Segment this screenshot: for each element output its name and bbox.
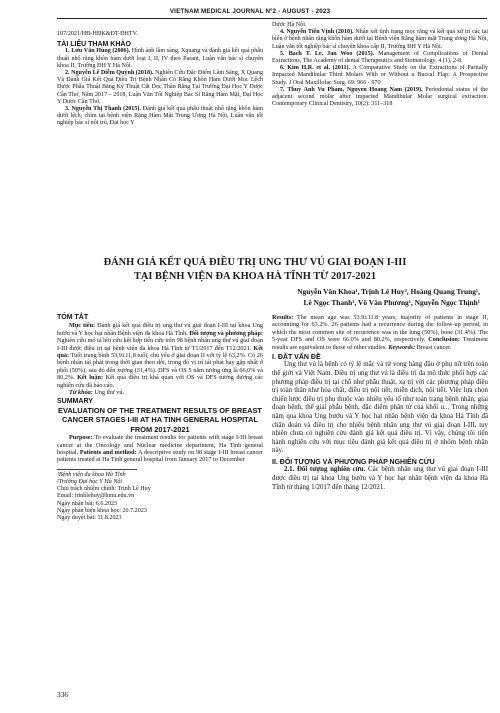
footnotes [57,472,263,522]
footnote-email: Email: trinhlehuy@hmu.edu.vn [57,493,135,500]
section-1-body: Ung thư vú là bệnh có tỷ lệ mắc và tử vong hàng đầu ở phụ nữ trên toàn thế giới và Việt Nam. Điều trị ung thư vú là điều trị đa mô thức phối hợp các phương pháp điều trị tại chỗ như phẫu thuật, xạ trị với các phương pháp điều trị toàn thân như hóa chất, điều trị nội tiết, miễn dịch, nội tiết. Việc lựa chọn chiến lược điều trị phụ thuộc vào nhiều yếu tố như toàn trạng bệnh nhân, giai đoạn bệnh, thể giải phẫu bệnh, đặc điểm phân tử của khối u... Trong những năm qua khoa Ung bướu và Y học hạt nhân bệnh viện đa khoa Hà Tĩnh đã chẩn đoán và điều trị cho nhiều bệnh nhân ung thư vú giai đoạn I-III, tuy nhiên chưa có nghiên cứu đánh giá kết quả điều trị. Vì vậy, chúng tôi tiến hành nghiên cứu với mục tiêu đánh giá kết quả điều trị ở nhóm bệnh nhân này. [272,361,488,455]
grant-code: 107/2021/HĐ-HĐK&ĐT-ĐHTV. [57,31,138,37]
reference-continuation: Dược Hà Nội. [272,22,307,28]
tomtat-heading: TÓM TẮT [57,314,89,321]
left-column [57,314,263,522]
top-right-column [272,22,488,108]
authors [160,286,480,308]
abstract-vi-keywords: Từ khóa: Ung thư vú. [69,389,125,397]
title-line: TẠI BỆNH VIỆN ĐA KHOA HÀ TĨNH TỪ 2017-2021 [133,271,377,282]
footnote-rule [57,469,137,470]
section-2-1-body: 2.1. Đối tượng nghiên cứu. Các bệnh nhân ung thư vú giai đoạn I-III được điều trị tại khoa Ung bướu và Y học hạt nhân bệnh viện đa khoa Hà Tĩnh từ tháng 1/2017 đến tháng 12/2021. [272,466,488,491]
reference-item: 1. Lưu Văn Hùng (2006). Hình ảnh lâm sàng, Xquang và đánh giá kết quả phẫu thuật nhổ răng khôn hàm dưới loại I, II, IV theo Parant, Luận văn bác sĩ chuyên khoa II, Trường ĐH Y Hà Nội. [57,48,264,69]
footnote-reviewed: Ngày phản biện khoa học: 20.7.2023 [57,507,147,514]
reference-item: 2. Nguyễn Lê Diễm Quỳnh (2018). Nghiên Cứu Đặc Điểm Lâm Sàng, X Quang Và Đánh Giá Kết Quả Điều Trị Bệnh Nhân Có Răng Khôn Hàm Dưới Mọc Lệch Được Phẫu Thuật Bằng Kỹ Thuật Cắt Dọc Thân Răng Tại Trường Đại Học Y Dược Cần Thơ, Năm 2017 – 2018, Luận Văn Tốt Nghiệp Bác Sĩ Răng Hàm Mặt, Đại Học Y Dược Cần Thơ. [57,70,263,105]
header-rule [57,18,487,19]
abstract-en: Purpose: To evaluate the treatment results for patients with stage I-III breast cancer at the Oncology and Nuclear medicine department, Ha Tinh general hospital. Patients and method: A descriptive study on 98 stage I-III breast cancer patients treated at Ha Tinh general hospital from January 2017 to December [57,434,263,464]
footnote-accepted: Ngày duyệt bài: 11.8.2023 [57,514,122,521]
section-2-heading: II. ĐỐI TƯỢNG VÀ PHƯƠNG PHÁP NGHIÊN CỨU [272,458,435,466]
summary-title: EVALUATION OF THE TREATMENT RESULTS OF BREAST CANCER STAGES I-III AT HA TINH GENERAL HOSPITAL FROM 2017-2021 [58,405,262,434]
footnote-affiliation-2: ²Trường Đại học Y Hà Nội [57,478,123,485]
reference-item: 6. Kim H.R. et al. (2011). A Comparative Study on the Extractions of Partially Impacted Mandibular Third Molars With or Without a Buccal Flap: A Prospective Study. J Oral Maxillofac Surg. 69: 966 - 970 [272,65,488,86]
reference-item: 3. Nguyễn Thị Thanh (2015). Đánh giá kết quả phẫu thuật nhổ răng khôn hàm dưới lệch, chìm tại bệnh viện Răng Hàm Mặt Trung Ương Hà Nội, Luận văn tốt nghiệp bác sĩ nội trú, Đại học Y [57,106,263,127]
section-1-heading: I. ĐẶT VẤN ĐỀ [272,354,321,362]
journal-header: VIETNAM MEDICAL JOURNAL Nº2 - AUGUST - 2023 [169,8,331,15]
summary-heading: SUMMARY [57,398,93,406]
footnote-corresponding: Chịu trách nhiệm chính: Trịnh Lê Huy [57,486,151,493]
authors-line: Nguyễn Văn Khoa¹, Trịnh Lê Huy², Hoàng Quang Trung¹, [297,287,480,296]
reference-item: 5. Bach T. Le, Jan Woo (2015). Management of Complications of Dental Extractions, The Academy of dental Therapeutics and Stomatology, 4 (1), 2-8. [272,50,488,65]
references-list-left [57,48,263,127]
references-heading: TÀI LIỆU THAM KHẢO [57,41,131,49]
footnote-received: Ngày nhận bài: 6.6.2023 [57,500,118,507]
abstract-en-results: Results: The mean age was 53.9±11.8 years, majority of patients in stage II, accounting for 63.2%. 26 patients had a recurrence during the follow-up period, in which the most common site of recurrence was in the lung (50%), bone (31.4%). The 5-year DFS and OS were 66.0% and 80.2%, respectively. Conclusion: Treatment results are equivalent to those of other studies. Keywords: Breast cancer. [272,314,489,351]
reference-item: 7. Thuy Anh Vu Pham, Nguyen Hoang Nam (2019). Periodontal status of the adjacent second molar after impacted Mandibular Molar surgical extraction. Contemporary Clinical Dentistry, 10(2): 311–318 [272,86,488,108]
references-list-right [272,29,488,108]
title-line: ĐÁNH GIÁ KẾT QUẢ ĐIỀU TRỊ UNG THƯ VÚ GIAI ĐOẠN I-III [103,257,407,268]
page-number: 336 [57,690,69,699]
top-left-column [57,28,263,128]
article-title [40,256,470,284]
footnote-affiliation-1: ¹Bệnh viện đa khoa Hà Tĩnh [57,471,126,478]
authors-line: Lê Ngọc Thanh¹, Võ Văn Phương¹, Nguyễn Ngọc Thịnh¹ [303,298,480,307]
reference-item: 4. Nguyễn Tiến Vịnh (2010). Nhận xét tình trạng mọc răng và kết quả xử trí các tai biến ở bệnh nhân răng khôn hàm dưới tại Bệnh viện Răng hàm mặt Trung ương Hà Nội, Luận văn tốt nghiệp bác sĩ chuyên khoa cấp II, Trường ĐH Y Hà Nội. [272,29,489,50]
right-column [272,314,488,492]
abstract-vi-objective: Mục tiêu: Đánh giá kết quả điều trị ung thư vú giai đoạn I-III tại khoa Ung bướu và Y học hạt nhân Bệnh viện đa khoa Hà Tĩnh. Đối tượng và phương pháp: Nghiên cứu mô tả hồi cứu kết hợp tiến cứu trên 98 bệnh nhân ung thư vú giai đoạn I-III được điều trị tại bệnh viện đa khoa Hà Tĩnh từ T1/2017 đến T12/2021. Kết quả: Tuổi trung bình 53,9±11,8 tuổi, chủ yếu ở giai đoạn II với tỷ lệ 63,2%. Có 26 bệnh nhân tái phát trong thời gian theo dõi, trong đó vị trí tái phát hay gặp nhất ở phổi (50%), sau đó đến xương (31,4%). DFS và OS 5 năm tương ứng là 66,0% và 80,2%. Kết luận: Kết quả điều trị khá quan với OS và DFS tương đương các nghiên cứu đã báo cáo. [57,322,264,389]
